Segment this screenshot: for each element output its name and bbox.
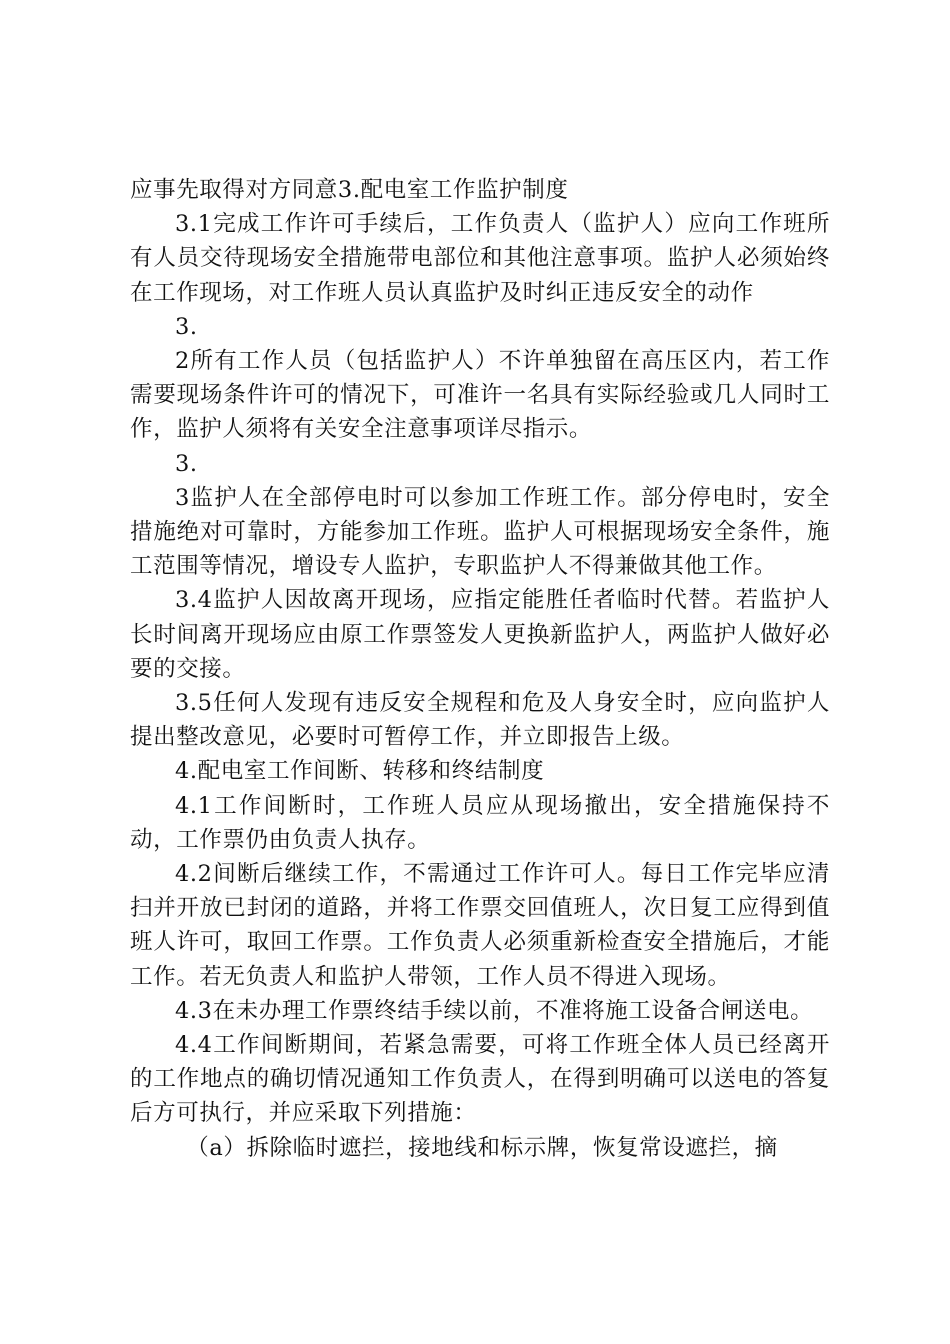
paragraph-12: 4.4工作间断期间，若紧急需要，可将工作班全体人员已经离开的工作地点的确切情况通知工作负责人，在得到明确可以送电的答复后方可执行，并应采取下列措施： xyxy=(130,1032,830,1127)
paragraph-10: 4.2间断后继续工作，不需通过工作许可人。每日工作完毕应清扫并开放已封闭的道路，并将工作票交回值班人，次日复工应得到值班人许可，取回工作票。工作负责人必须重新检查安全措施后，才能工作。若无负责人和监护人带领，工作人员不得进入现场。 xyxy=(130,861,830,990)
paragraph-7: 3.5任何人发现有违反安全规程和危及人身安全时，应向监护人提出整改意见，必要时可暂停工作，并立即报告上级。 xyxy=(130,690,830,751)
paragraph-0: 应事先取得对方同意3.配电室工作监护制度 xyxy=(130,177,569,203)
paragraph-6: 3.4监护人因故离开现场，应指定能胜任者临时代替。若监护人长时间离开现场应由原工作票签发人更换新监护人，两监护人做好必要的交接。 xyxy=(130,587,830,682)
paragraph-13: （a）拆除临时遮拦，接地线和标示牌，恢复常设遮拦，摘 xyxy=(186,1134,778,1161)
paragraph-1: 3.1完成工作许可手续后，工作负责人（监护人）应向工作班所有人员交待现场安全措施带电部位和其他注意事项。监护人必须始终在工作现场，对工作班人员认真监护及时纠正违反安全的动作 xyxy=(130,211,830,306)
paragraph-11: 4.3在未办理工作票终结手续以前，不准将施工设备合闸送电。 xyxy=(175,997,814,1024)
paragraph-8: 4.配电室工作间断、转移和终结制度 xyxy=(175,758,545,785)
paragraph-4: 3. xyxy=(175,450,198,477)
paragraph-3: 2所有工作人员（包括监护人）不许单独留在高压区内，若工作需要现场条件许可的情况下，可准许一名具有实际经验或几人同时工作，监护人须将有关安全注意事项详尽指示。 xyxy=(130,348,830,443)
paragraph-9: 4.1工作间断时，工作班人员应从现场撤出，安全措施保持不动，工作票仍由负责人执存。 xyxy=(130,792,830,853)
paragraph-5: 3监护人在全部停电时可以参加工作班工作。部分停电时，安全措施绝对可靠时，方能参加工作班。监护人可根据现场安全条件，施工范围等情况，增设专人监护，专职监护人不得兼做其他工作。 xyxy=(130,484,830,580)
document-body xyxy=(130,173,830,1165)
paragraph-2: 3. xyxy=(175,313,198,340)
